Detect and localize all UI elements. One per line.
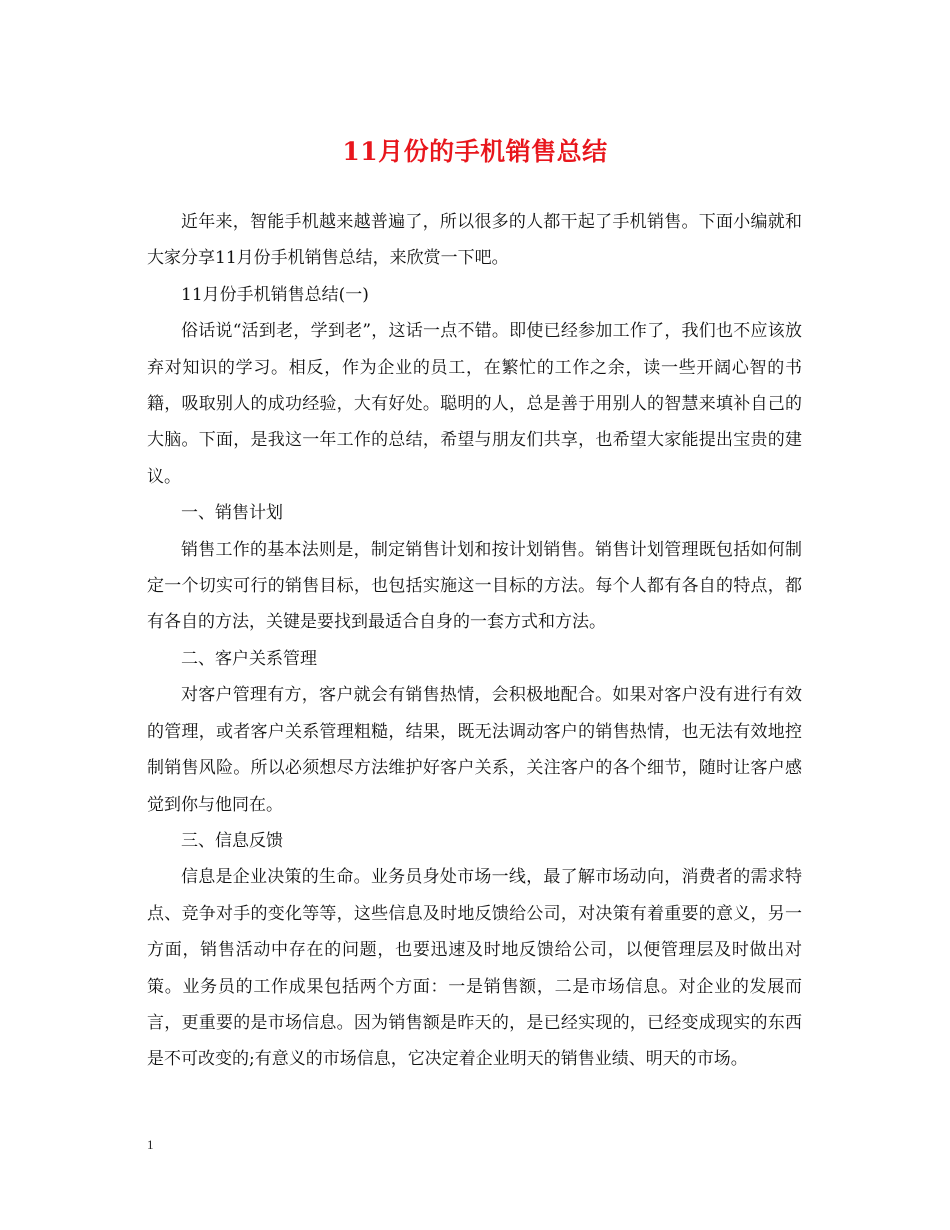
document-body	[147, 204, 802, 1078]
info-feedback-paragraph: 信息是企业决策的生命。业务员身处市场一线，最了解市场动向，消费者的需求特点、竞争对手的变化等等，这些信息及时地反馈给公司，对决策有着重要的意义，另一方面，销售活动中存在的问题，也要迅速及时地反馈给公司，以便管理层及时做出对策。业务员的工作成果包括两个方面：一是销售额，二是市场信息。对企业的发展而言，更重要的是市场信息。因为销售额是昨天的，是已经实现的，已经变成现实的东西是不可改变的;有意义的市场信息，它决定着企业明天的销售业绩、明天的市场。	[147, 867, 802, 1070]
opening-paragraph: 俗话说“活到老，学到老”，这话一点不错。即使已经参加工作了，我们也不应该放弃对知识的学习。相反，作为企业的员工，在繁忙的工作之余，读一些开阔心智的书籍，吸取别人的成功经验，大有好处。聪明的人，总是善于用别人的智慧来填补自己的大脑。下面，是我这一年工作的总结，希望与朋友们共享，也希望大家能提出宝贵的建议。	[147, 321, 802, 487]
document-title: 11月份的手机销售总结	[342, 137, 608, 166]
section-heading-sales-plan: 一、销售计划	[181, 503, 283, 524]
intro-paragraph: 近年来，智能手机越来越普遍了，所以很多的人都干起了手机销售。下面小编就和大家分享11月份手机销售总结，来欣赏一下吧。	[147, 212, 802, 269]
customer-relations-paragraph: 对客户管理有方，客户就会有销售热情，会积极地配合。如果对客户没有进行有效的管理，或者客户关系管理粗糙，结果，既无法调动客户的销售热情，也无法有效地控制销售风险。所以必须想尽方法维护好客户关系，关注客户的各个细节，随时让客户感觉到你与他同在。	[147, 685, 802, 815]
page-number: 1	[147, 1137, 154, 1152]
sales-plan-paragraph: 销售工作的基本法则是，制定销售计划和按计划销售。销售计划管理既包括如何制定一个切实可行的销售目标，也包括实施这一目标的方法。每个人都有各自的特点，都有各自的方法，关键是要找到最适合自身的一套方式和方法。	[147, 539, 802, 633]
section-heading-info-feedback: 三、信息反馈	[181, 830, 283, 851]
section-heading-customer-relations: 二、客户关系管理	[181, 648, 317, 669]
section-heading-summary-one: 11月份手机销售总结(一)	[181, 284, 369, 305]
